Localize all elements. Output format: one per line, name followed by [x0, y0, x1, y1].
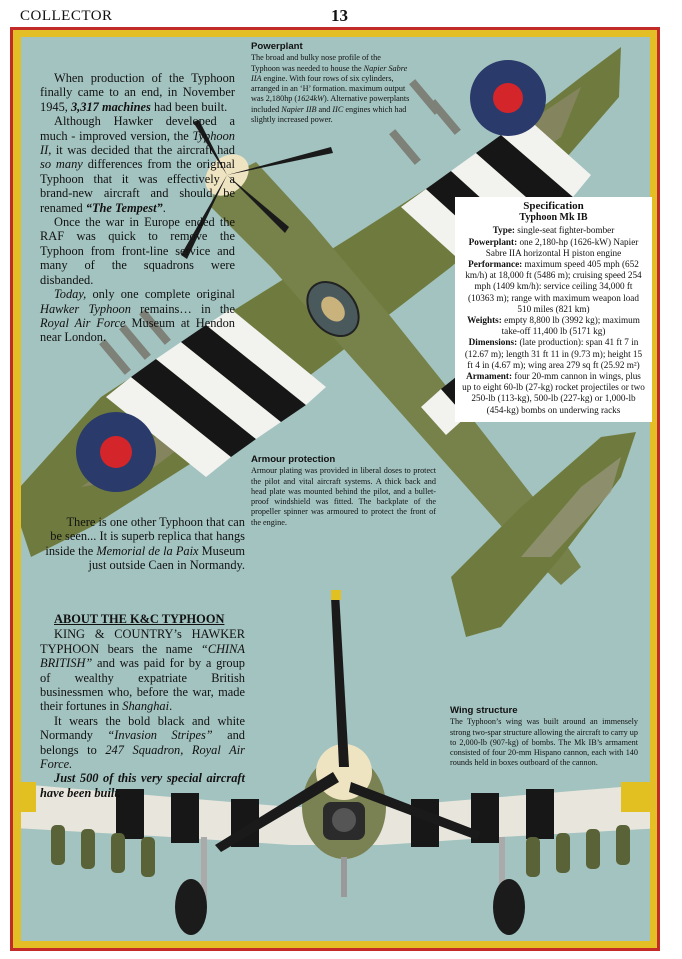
intro-paragraph-3: Once the war in Europe ended the RAF was quick to remove the Typhoon from front-line service and many of the squadrons were disbanded. — [40, 215, 235, 287]
intro-text — [40, 71, 235, 345]
roundel-left — [76, 412, 156, 492]
kc-heading: ABOUT THE K&C TYPHOON — [54, 612, 225, 626]
replica-text — [40, 515, 245, 573]
spec-model: Typhoon Mk IB — [519, 212, 588, 224]
roundel-right — [470, 60, 546, 136]
front-prop-tip-up — [331, 590, 341, 600]
spec-title: Specification — [523, 200, 584, 212]
wing-caption — [450, 706, 638, 769]
specification-box — [455, 197, 652, 422]
page-number: 13 — [331, 6, 348, 25]
intro-paragraph-1: When production of the Typhoon finally came to an end, in November 1945, 3,317 machines had been built. — [40, 71, 235, 114]
right-wheel — [493, 879, 525, 935]
spec-type: Type: single-seat fighter-bomber — [492, 225, 615, 236]
spec-powerplant: Powerplant: one 2,180-hp (1626-kW) Napier Sabre IIA horizontal H piston engine — [468, 236, 639, 258]
front-prop-blade-up — [331, 592, 349, 767]
kc-paragraph-1: KING & COUNTRY’s HAWKER TYPHOON bears the name “CHINA BRITISH” and was paid for by a group of wealthy expatriate British businessmen who, before the war, made their fortunes in Shanghai. — [40, 627, 245, 714]
tail-wheel-strut — [341, 857, 347, 897]
armour-text: Armour plating was provided in liberal doses to protect the pilot and vital aircraft systems. A thick back and head plate was mounted behind the pilot, and a bullet-proof windshield was fitted. The backplate of the propeller spinner was armoured to protect the front of the engine. — [251, 466, 436, 527]
kc-section — [40, 610, 245, 800]
right-wingtip-yellow — [621, 782, 650, 812]
spec-performance: Performance: maximum speed 405 mph (652 km/h) at 18,000 ft (5486 m); cruising speed 254 mph (1409 km/h): service ceiling 34,000 ft (10363 m); range with maximum weapon load 510 miles (821 km) — [465, 259, 642, 314]
replica-paragraph: There is one other Typhoon that can be seen... It is superb replica that hangs inside the Memorial de la Paix Museum just outside Caen in Normandy. — [45, 515, 245, 573]
magazine-title: COLLECTOR — [20, 8, 113, 24]
left-wheel — [175, 879, 207, 935]
wing-title: Wing structure — [450, 705, 518, 716]
intro-paragraph-4: Today, only one complete original Hawker Typhoon remains… in the Royal Air Force Museum at Hendon near London. — [40, 287, 236, 345]
kc-paragraph-3: Just 500 of this very special aircraft have been built. — [40, 771, 245, 800]
wing-text: The Typhoon’s wing was built around an immensely strong two-spar structure allowing the aircraft to carry up to 2,000-lb (907-kg) of bombs. The Mk IB’s armament consisted of four 20-mm Hispano cannon, each with 140 rounds held in boxes outboard of the cannon. — [450, 717, 638, 768]
radiator-core — [332, 808, 356, 832]
powerplant-caption — [251, 42, 411, 125]
kc-paragraph-2: It wears the bold black and white Normandy “Invasion Stripes” and belongs to 247 Squadron, Royal Air Force. — [40, 713, 245, 772]
spec-weights: Weights: empty 8,800 lb (3992 kg); maximum take-off 11,400 lb (5171 kg) — [467, 315, 640, 337]
armour-caption — [251, 455, 436, 528]
powerplant-text: The broad and bulky nose profile of the Typhoon was needed to house the Napier Sabre IIA engine. With four rows of six cylinders, arranged in an ‘H’ formation. maximum output was 2,180hp (1624kW). Alternative powerplants included Napier IIB and IIC engines which had slightly increased power. — [251, 53, 410, 125]
spec-dimensions: Dimensions: (late production): span 41 ft 7 in (12.67 m); length 31 ft 11 in (9.73 m); height 15 ft 4 in (4.67 m); wing area 279 sq ft (25.92 m²) — [464, 337, 643, 370]
left-wingtip-yellow — [21, 782, 36, 812]
armour-title: Armour protection — [251, 454, 336, 465]
intro-paragraph-2: Although Hawker developed a much - improved version, the Typhoon II, it was decided that the aircraft had so many differences from the original Typhoon that it was effectively a brand-new aircraft and should be renamed “The Tempest”. — [40, 114, 235, 215]
powerplant-title: Powerplant — [251, 41, 303, 52]
spec-armament: Armament: four 20-mm cannon in wings, plus up to eight 60-lb (27-kg) rocket projectiles or two 250-lb (113-kg), 500-lb (227-kg) or 1,000-lb (454-kg) bombs on underwing racks — [462, 371, 645, 415]
